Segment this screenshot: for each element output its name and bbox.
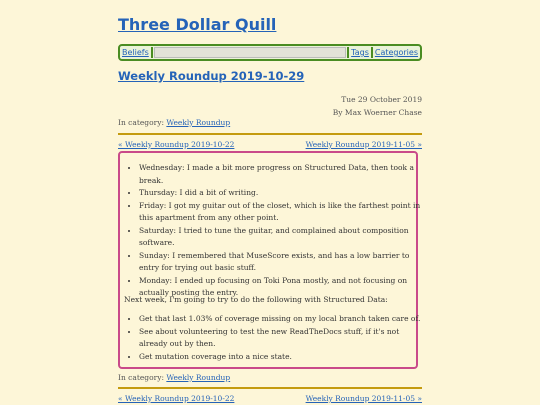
divider-rule <box>118 387 422 389</box>
nav-categories-link[interactable]: Categories <box>374 48 418 57</box>
list-item: • Get that last 1.03% of coverage missing on my local branch taken care of. <box>139 313 429 326</box>
nav-divider <box>151 47 153 58</box>
post-author: By Max Woerner Chase <box>332 108 422 117</box>
post-date: Tue 29 October 2019 <box>341 95 422 104</box>
next-post-link[interactable]: Weekly Roundup 2019-11-05 » <box>305 394 422 403</box>
post-content <box>118 151 421 369</box>
category-prefix: In category: <box>118 373 164 382</box>
prev-post-link[interactable]: « Weekly Roundup 2019-10-22 <box>118 394 235 403</box>
list-item: • Get mutation coverage into a nice state. <box>139 351 429 364</box>
site-title-link[interactable]: Three Dollar Quill <box>118 15 277 34</box>
divider-rule <box>118 133 422 135</box>
list-item: • Monday: I ended up focusing on Toki Pona mostly, and not focusing on actually posting the entry. <box>139 275 429 300</box>
list-item: • Thursday: I did a bit of writing. <box>139 187 429 200</box>
goals-list <box>120 313 429 363</box>
list-item: • See about volunteering to test the new ReadTheDocs stuff, if it's not already out by then. <box>139 326 429 351</box>
top-nav-bar <box>118 44 422 61</box>
list-item: • Friday: I got my guitar out of the closet, which is like the farthest point in this apartment from any other point. <box>139 200 429 225</box>
list-item: • Saturday: I tried to tune the guitar, and complained about composition software. <box>139 225 429 250</box>
post-category-top <box>118 118 230 127</box>
post-title-link[interactable]: Weekly Roundup 2019-10-29 <box>118 69 305 83</box>
nav-beliefs-link[interactable]: Beliefs <box>122 48 149 57</box>
category-prefix: In category: <box>118 118 164 127</box>
nav-tags-link[interactable]: Tags <box>351 48 369 57</box>
post-category-bottom <box>118 373 230 382</box>
category-link[interactable]: Weekly Roundup <box>166 373 231 382</box>
daily-log-list <box>120 162 429 300</box>
nav-search-field[interactable] <box>154 47 346 58</box>
prev-post-link[interactable]: « Weekly Roundup 2019-10-22 <box>118 140 235 149</box>
next-week-intro: Next week, I'm going to try to do the following with Structured Data: <box>124 295 388 304</box>
list-item: • Wednesday: I made a bit more progress on Structured Data, then took a break. <box>139 162 429 187</box>
list-item: • Sunday: I remembered that MuseScore exists, and has a low barrier to entry for trying out basic stuff. <box>139 250 429 275</box>
category-link[interactable]: Weekly Roundup <box>166 118 231 127</box>
next-post-link[interactable]: Weekly Roundup 2019-11-05 » <box>305 140 422 149</box>
